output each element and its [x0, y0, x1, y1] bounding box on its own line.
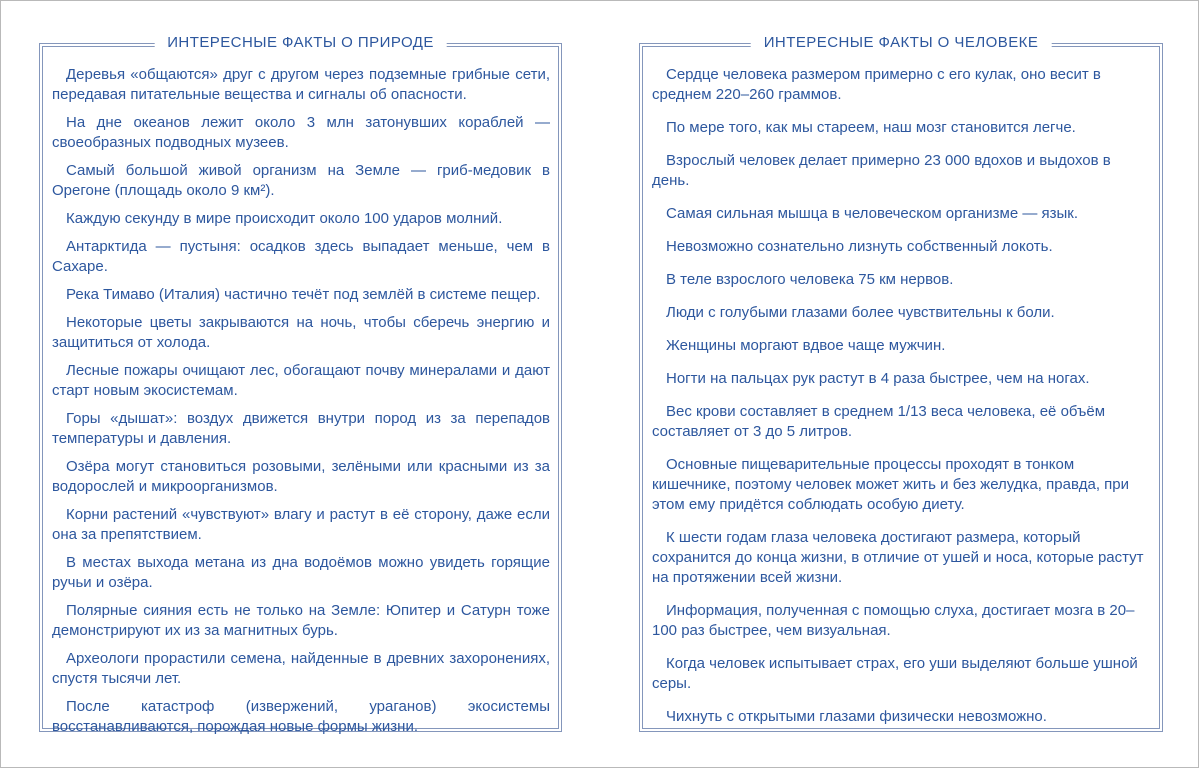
fact-item: Когда человек испытывает страх, его уши выделяют больше ушной серы.: [652, 655, 1138, 692]
fact-item: Женщины моргают вдвое чаще мужчин.: [666, 337, 946, 354]
fact-item: Ногти на пальцах рук растут в 4 раза быстрее, чем на ногах.: [666, 370, 1090, 387]
fact-item: Основные пищеварительные процессы проходят в тонком кишечнике, поэтому человек может жить и без желудка, правда, при этом ему придётся соблюдать особую диету.: [652, 456, 1130, 513]
fact-item: Некоторые цветы закрываются на ночь, чтобы сберечь энергию и защититься от холода.: [52, 314, 550, 351]
fact-item: На дне океанов лежит около 3 млн затонувших кораблей — своеобразных подводных музеев.: [52, 114, 550, 151]
fact-item: После катастроф (извержений, ураганов) экосистемы восстанавливаются, порождая новые формы жизни.: [52, 698, 550, 735]
fact-item: Лесные пожары очищают лес, обогащают почву минералами и дают старт новым экосистемам.: [52, 362, 550, 399]
fact-item: Невозможно сознательно лизнуть собственный локоть.: [666, 238, 1053, 255]
fact-item: В теле взрослого человека 75 км нервов.: [666, 271, 954, 288]
card-title-nature: ИНТЕРЕСНЫЕ ФАКТЫ О ПРИРОДЕ: [154, 33, 447, 53]
fact-item: Корни растений «чувствуют» влагу и растут в её сторону, даже если она за препятствием.: [52, 506, 550, 543]
fact-item: Антарктида — пустыня: осадков здесь выпадает меньше, чем в Сахаре.: [52, 238, 550, 275]
facts-list-human: [640, 44, 1162, 746]
fact-item: Вес крови составляет в среднем 1/13 веса человека, её объём составляет от 3 до 5 литров.: [652, 403, 1106, 440]
fact-item: Озёра могут становиться розовыми, зелёными или красными из за водорослей и микроорганизмов.: [52, 458, 550, 495]
fact-item: По мере того, как мы стареем, наш мозг становится легче.: [666, 119, 1076, 136]
fact-item: Деревья «общаются» друг с другом через подземные грибные сети, передавая питательные вещества и сигналы об опасности.: [52, 66, 550, 103]
fact-item: Информация, полученная с помощью слуха, достигает мозга в 20–100 раз быстрее, чем визуальная.: [652, 602, 1135, 639]
nature-facts-card: [39, 34, 562, 735]
fact-item: Полярные сияния есть не только на Земле: Юпитер и Сатурн тоже демонстрируют их из за магнитных бурь.: [52, 602, 550, 639]
fact-item: Археологи прорастили семена, найденные в древних захоронениях, спустя тысячи лет.: [52, 650, 550, 687]
fact-item: К шести годам глаза человека достигают размера, который сохранится до конца жизни, в отличие от ушей и носа, которые растут на протяжении всей жизни.: [652, 529, 1144, 586]
card-title-human: ИНТЕРЕСНЫЕ ФАКТЫ О ЧЕЛОВЕКЕ: [751, 33, 1052, 53]
fact-item: Взрослый человек делает примерно 23 000 вдохов и выдохов в день.: [652, 152, 1111, 189]
fact-item: Чихнуть с открытыми глазами физически невозможно.: [666, 708, 1047, 725]
fact-item: Сердце человека размером примерно с его кулак, оно весит в среднем 220–260 граммов.: [652, 66, 1101, 103]
facts-list-nature: [40, 44, 561, 751]
fact-item: Люди с голубыми глазами более чувствительны к боли.: [666, 304, 1055, 321]
fact-item: Самый большой живой организм на Земле — гриб-медовик в Орегоне (площадь около 9 км²).: [52, 162, 550, 199]
fact-item: Каждую секунду в мире происходит около 100 ударов молний.: [66, 210, 503, 227]
fact-item: В местах выхода метана из дна водоёмов можно увидеть горящие ручьи и озёра.: [52, 554, 550, 591]
fact-item: Горы «дышат»: воздух движется внутри пород из за перепадов температуры и давления.: [52, 410, 550, 447]
fact-item: Самая сильная мышца в человеческом организме — язык.: [666, 205, 1079, 222]
fact-item: Река Тимаво (Италия) частично течёт под землёй в системе пещер.: [66, 286, 541, 303]
human-facts-card: [639, 34, 1163, 732]
